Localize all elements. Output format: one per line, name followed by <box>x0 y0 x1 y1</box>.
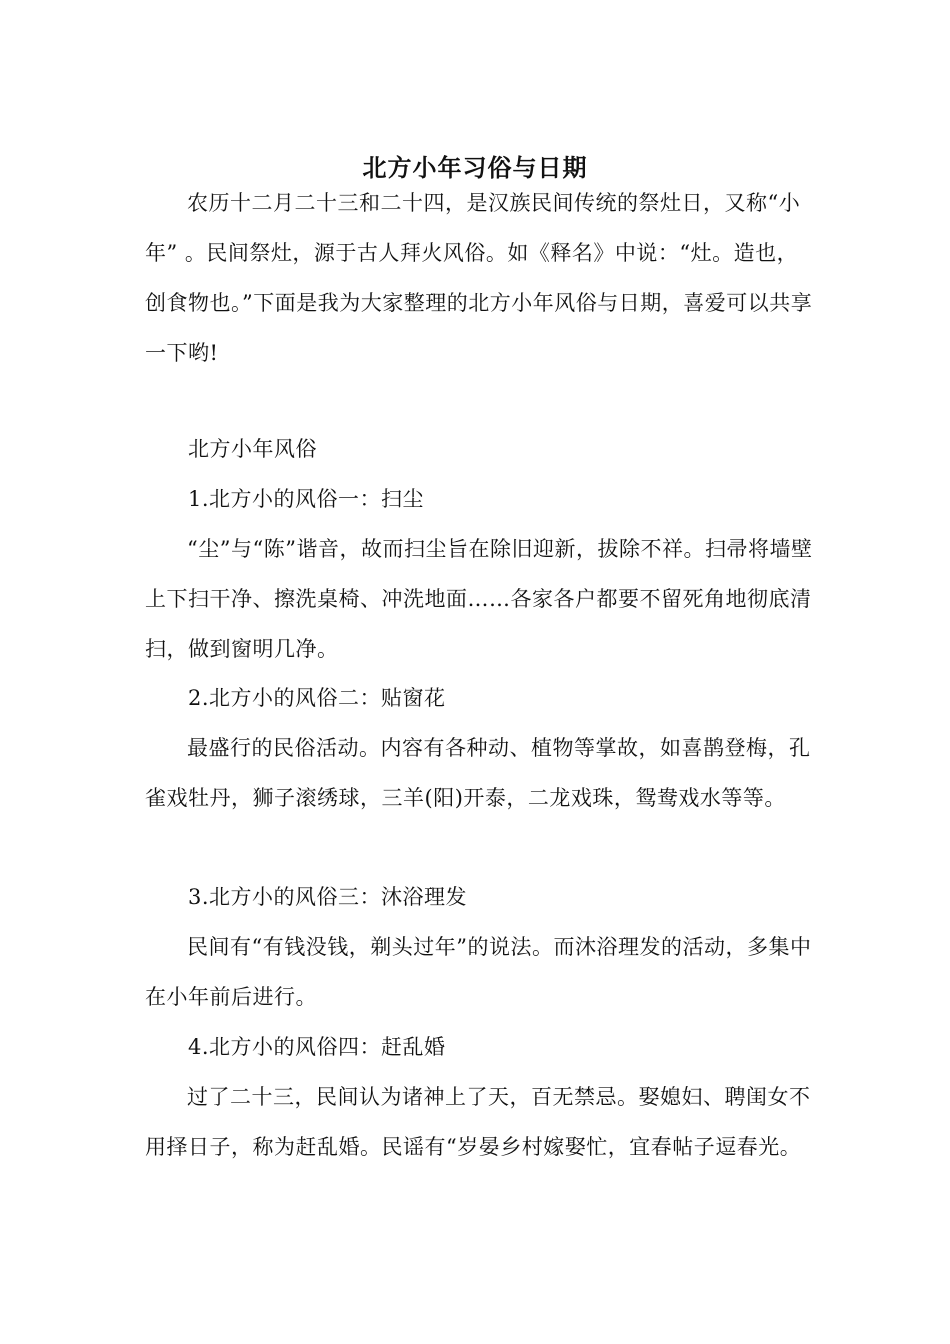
custom-4-body: 过了二十三，民间认为诸神上了天，百无禁忌。娶媳妇、聘闺女不用择日子，称为赶乱婚。民谣有“岁晏乡村嫁娶忙，宜春帖子逗春光。 <box>145 1085 811 1159</box>
document-title: 北方小年习俗与日期 <box>362 153 588 183</box>
intro-paragraph: 农历十二月二十三和二十四，是汉族民间传统的祭灶日，又称“小年” 。民间祭灶，源于古人拜火风俗。如《释名》中说：“灶。造也，创食物也。”下面是我为大家整理的北方小年风俗与日期，喜爱可以共享一下哟! <box>145 191 813 365</box>
custom-3-heading: 3.北方小的风俗三：沐浴理发 <box>188 885 468 909</box>
custom-4-heading: 4.北方小的风俗四：赶乱婚 <box>188 1035 446 1059</box>
custom-1-body: “尘”与“陈”谐音，故而扫尘旨在除旧迎新，拔除不祥。扫帚将墙壁上下扫干净、擦洗桌椅、冲洗地面……各家各户都要不留死角地彻底清扫，做到窗明几净。 <box>145 537 813 661</box>
section-heading: 北方小年风俗 <box>188 437 317 461</box>
custom-2-heading: 2.北方小的风俗二：贴窗花 <box>188 686 446 710</box>
custom-1-heading: 1.北方小的风俗一：扫尘 <box>188 487 425 511</box>
custom-3-body: 民间有“有钱没钱，剃头过年”的说法。而沐浴理发的活动，多集中在小年前后进行。 <box>145 935 812 1009</box>
custom-2-body: 最盛行的民俗活动。内容有各种动、植物等掌故，如喜鹊登梅，孔雀戏牡丹，狮子滚绣球，三羊(阳)开泰，二龙戏珠，鸳鸯戏水等等。 <box>145 736 811 810</box>
